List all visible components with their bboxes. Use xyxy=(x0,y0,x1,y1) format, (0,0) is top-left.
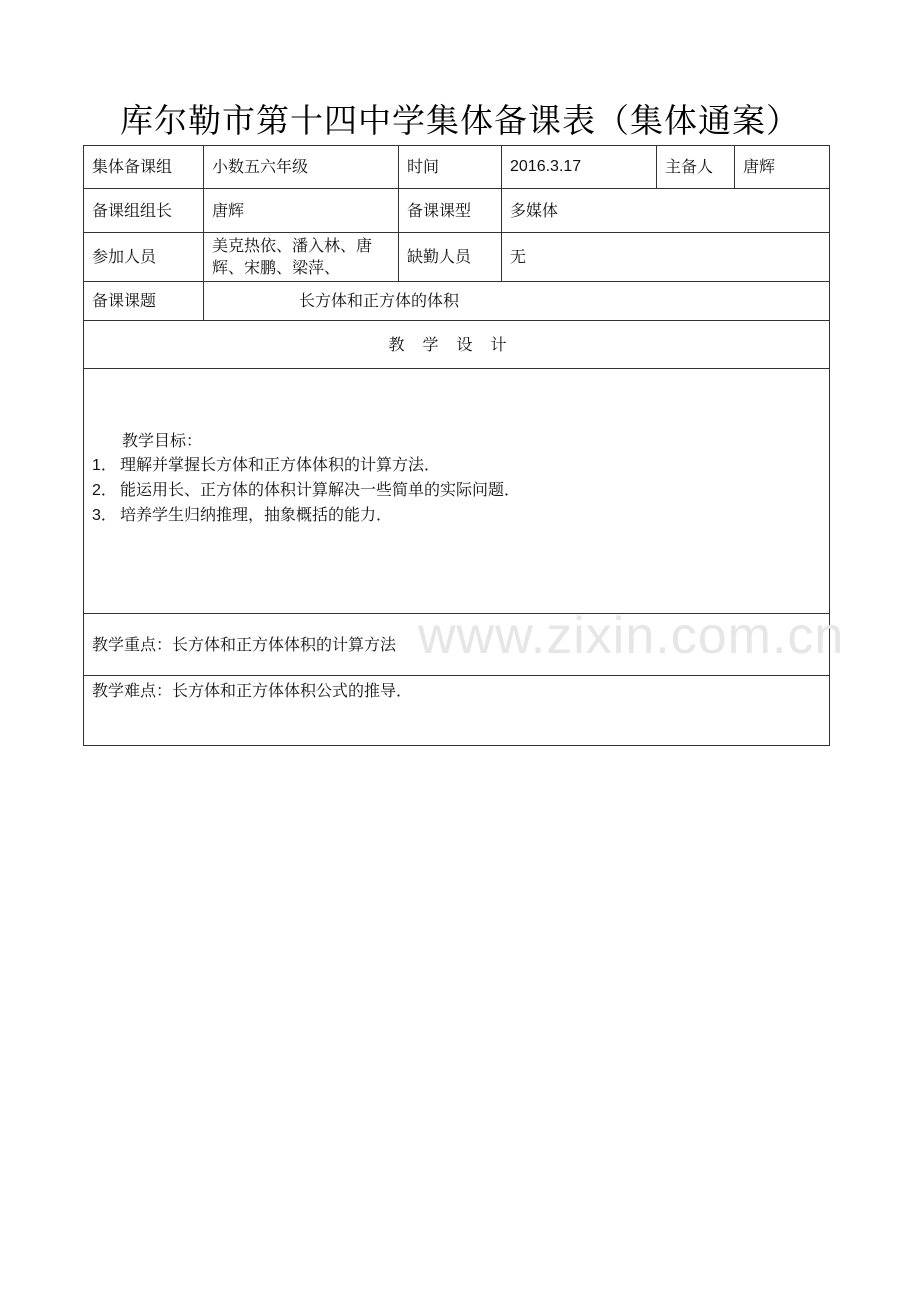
leader-value: 唐辉 xyxy=(204,189,399,233)
list-item xyxy=(92,503,821,528)
table-row xyxy=(84,189,830,233)
goal-index: 2． xyxy=(92,482,117,499)
table-row xyxy=(84,233,830,282)
table-row xyxy=(84,369,830,614)
participants-label: 参加人员 xyxy=(84,233,204,282)
type-label: 备课课型 xyxy=(399,189,502,233)
design-content xyxy=(84,369,830,614)
time-value: 2016.3.17 xyxy=(502,146,657,189)
table-row xyxy=(84,321,830,369)
absent-value: 无 xyxy=(502,233,830,282)
watermark: www.zixin.com.cn xyxy=(418,607,845,665)
list-item xyxy=(92,453,821,478)
host-label: 主备人 xyxy=(657,146,735,189)
table-row xyxy=(84,614,830,676)
goal-index: 3． xyxy=(92,507,117,524)
key-point: 教学重点：长方体和正方体体积的计算方法 xyxy=(84,614,830,676)
topic-value: 长方体和正方体的体积 xyxy=(204,282,830,321)
participants-value: 美克热依、潘入林、唐辉、宋鹏、梁萍、 xyxy=(204,233,399,282)
type-value: 多媒体 xyxy=(502,189,830,233)
time-label: 时间 xyxy=(399,146,502,189)
table-row xyxy=(84,282,830,321)
goals-heading: 教学目标： xyxy=(122,431,203,450)
table-row xyxy=(84,676,830,746)
design-heading: 教学设计 xyxy=(84,321,830,369)
absent-label: 缺勤人员 xyxy=(399,233,502,282)
group-value: 小数五六年级 xyxy=(204,146,399,189)
lesson-plan-table xyxy=(83,145,830,746)
goal-text: 培养学生归纳推理，抽象概括的能力． xyxy=(120,505,393,524)
list-item xyxy=(92,478,821,503)
topic-label: 备课课题 xyxy=(84,282,204,321)
host-value: 唐辉 xyxy=(735,146,830,189)
difficulty: 教学难点：长方体和正方体体积公式的推导． xyxy=(84,676,830,746)
page-title: 库尔勒市第十四中学集体备课表（集体通案） xyxy=(120,101,800,140)
leader-label: 备课组组长 xyxy=(84,189,204,233)
goal-index: 1． xyxy=(92,457,117,474)
group-label: 集体备课组 xyxy=(84,146,204,189)
goal-text: 能运用长、正方体的体积计算解决一些简单的实际问题． xyxy=(120,480,521,499)
table-row xyxy=(84,146,830,189)
teaching-goals xyxy=(84,369,829,528)
goal-text: 理解并掌握长方体和正方体体积的计算方法． xyxy=(120,455,441,474)
